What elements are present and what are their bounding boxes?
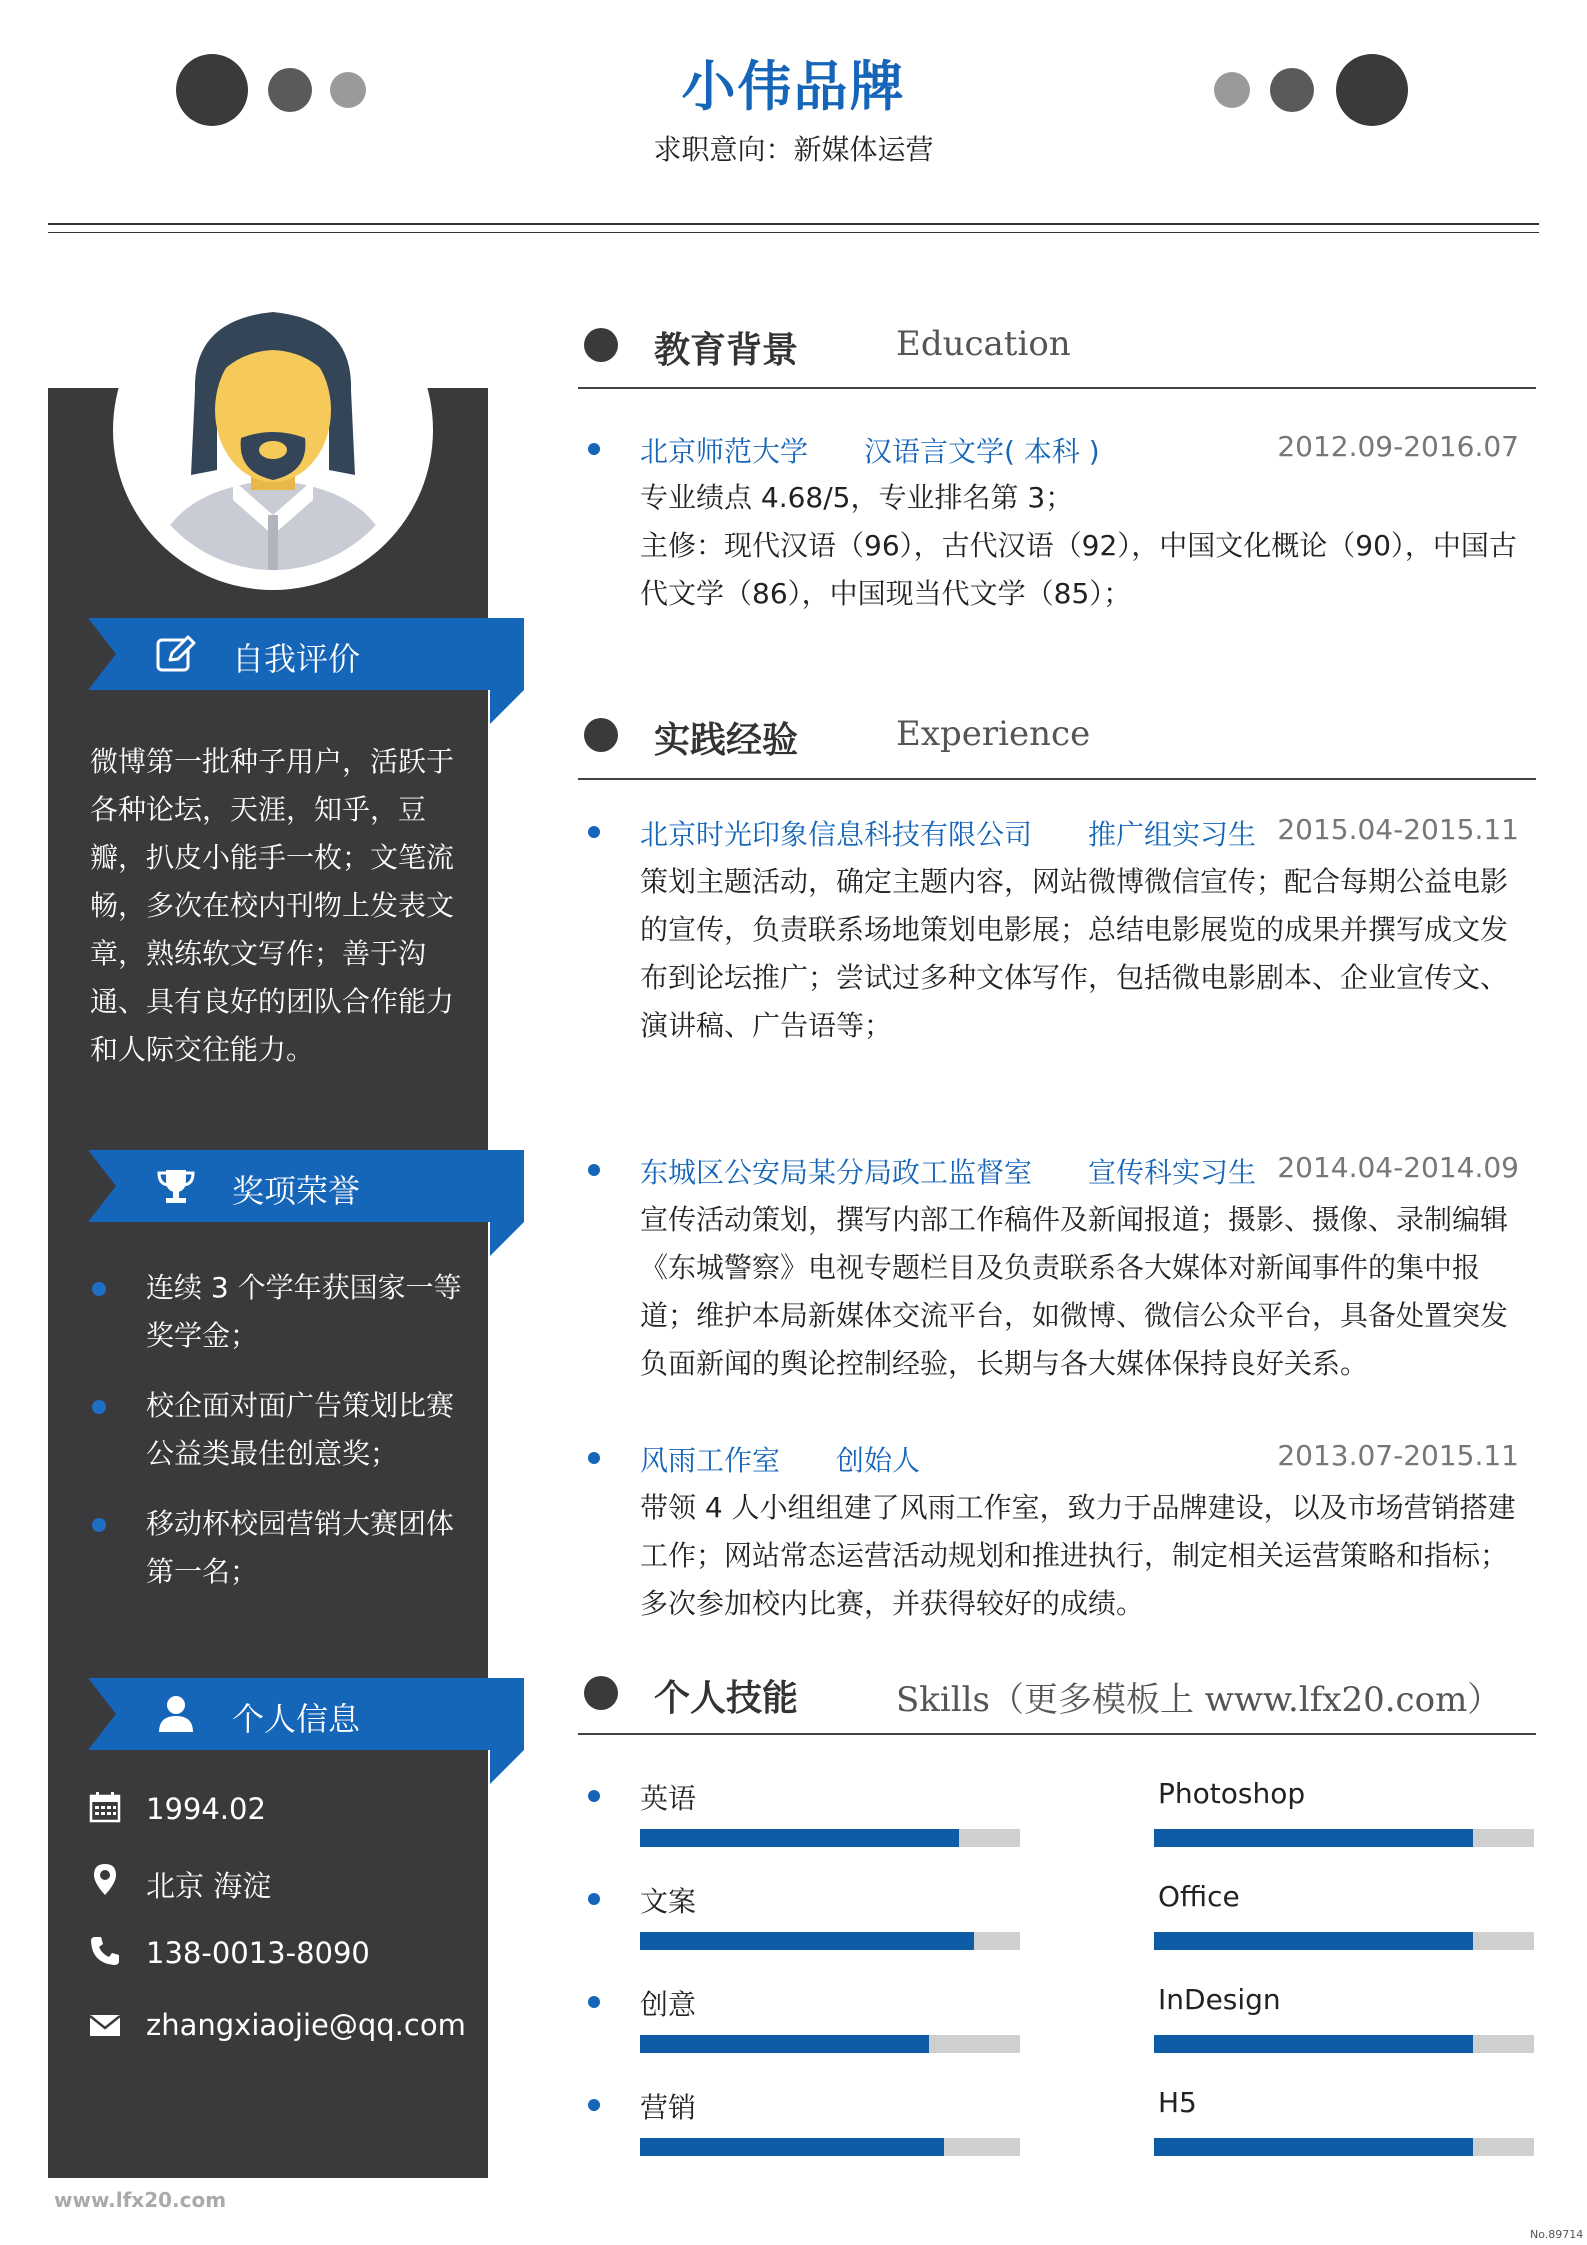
section-dot bbox=[584, 328, 618, 362]
skill-bar bbox=[1154, 1829, 1534, 1847]
exp-date: 2013.07-2015.11 bbox=[1277, 1439, 1519, 1472]
skill-label: H5 bbox=[1158, 2086, 1197, 2119]
phone-icon bbox=[88, 1934, 122, 1968]
ribbon-fold bbox=[490, 690, 524, 724]
ribbon-awards bbox=[88, 1150, 524, 1222]
experience-title: 实践经验 bbox=[654, 720, 799, 761]
ribbon-self-eval bbox=[88, 618, 524, 690]
email: zhangxiaojie@qq.com bbox=[146, 2008, 466, 2042]
watermark: www.lfx20.com bbox=[54, 2188, 227, 2212]
award-item: 连续 3 个学年获国家一等奖学金； bbox=[146, 1271, 462, 1352]
header-divider-thin bbox=[48, 232, 1539, 233]
calendar-icon bbox=[88, 1790, 122, 1824]
exp-desc: 宣传活动策划，撰写内部工作稿件及新闻报道；摄影、摄像、录制编辑《东城警察》电视专题栏目及负责联系各大媒体对新闻事件的集中报道；维护本局新媒体交流平台，如微博、微信公众平台，具备处置突发负面新闻的舆论控制经验，长期与各大媒体保持良好关系。 bbox=[640, 1203, 1509, 1380]
courses-text: 主修：现代汉语（96），古代汉语（92），中国文化概论（90），中国古代文学（86），中国现当代文学（85）； bbox=[640, 529, 1517, 610]
skill-bullet bbox=[588, 2099, 600, 2111]
candidate-name: 小伟品牌 bbox=[681, 55, 906, 118]
exp-role: 宣传科实习生 bbox=[1088, 1156, 1257, 1189]
skill-bar-fill bbox=[640, 2138, 944, 2156]
skill-bullet bbox=[588, 1893, 600, 1905]
award-item: 校企面对面广告策划比赛公益类最佳创意奖； bbox=[146, 1389, 455, 1470]
skill-bar-fill bbox=[1154, 2138, 1473, 2156]
entry-bullet bbox=[588, 826, 600, 838]
skill-bar bbox=[640, 2138, 1020, 2156]
skill-label: 文案 bbox=[640, 1885, 697, 1918]
education-title: 教育背景 bbox=[654, 330, 799, 371]
section-dot bbox=[584, 718, 618, 752]
education-title-en: Education bbox=[896, 324, 1071, 364]
template-number: No.89714 bbox=[1530, 2228, 1584, 2241]
skill-bar-fill bbox=[1154, 1932, 1473, 1950]
user-icon bbox=[154, 1692, 198, 1736]
exp-desc: 策划主题活动，确定主题内容，网站微博微信宣传；配合每期公益电影的宣传，负责联系场地策划电影展；总结电影展览的成果并撰写成文发布到论坛推广；尝试过多种文体写作，包括微电影剧本、企业宣传文、演讲稿、广告语等； bbox=[640, 865, 1509, 1042]
education-date: 2012.09-2016.07 bbox=[1277, 430, 1519, 463]
entry-bullet bbox=[588, 1452, 600, 1464]
section-divider bbox=[578, 387, 1536, 389]
skill-bar-fill bbox=[1154, 2035, 1473, 2053]
award-bullet bbox=[92, 1400, 106, 1414]
skill-bar bbox=[640, 2035, 1020, 2053]
exp-role: 创始人 bbox=[836, 1444, 921, 1477]
skill-bar bbox=[1154, 2035, 1534, 2053]
major: 汉语言文学( 本科 ) bbox=[864, 435, 1100, 468]
section-divider bbox=[578, 1733, 1536, 1735]
skill-bullet bbox=[588, 1996, 600, 2008]
gpa-text: 专业绩点 4.68/5，专业排名第 3； bbox=[640, 481, 1074, 514]
ribbon-title: 自我评价 bbox=[232, 640, 361, 678]
avatar-person-icon bbox=[133, 290, 413, 570]
location-pin-icon bbox=[88, 1862, 122, 1896]
job-intent: 求职意向：新媒体运营 bbox=[653, 133, 934, 166]
skills-title-en: Skills（更多模板上 www.lfx20.com） bbox=[896, 1680, 1502, 1720]
skill-bar-fill bbox=[1154, 1829, 1473, 1847]
skill-bar bbox=[640, 1932, 1020, 1950]
skill-label: InDesign bbox=[1158, 1983, 1281, 2016]
ribbon-fold bbox=[490, 1222, 524, 1256]
skill-bar bbox=[640, 1829, 1020, 1847]
skills-title: 个人技能 bbox=[654, 1678, 799, 1719]
location: 北京 海淀 bbox=[146, 1869, 272, 1903]
birth-date: 1994.02 bbox=[146, 1792, 266, 1826]
ribbon-title: 个人信息 bbox=[232, 1700, 361, 1738]
avatar bbox=[133, 290, 413, 570]
exp-date: 2015.04-2015.11 bbox=[1277, 813, 1519, 846]
skill-label: Office bbox=[1158, 1880, 1240, 1913]
section-divider bbox=[578, 778, 1536, 780]
skill-label: Photoshop bbox=[1158, 1777, 1306, 1810]
skill-bar bbox=[1154, 1932, 1534, 1950]
award-item: 移动杯校园营销大赛团体第一名； bbox=[146, 1507, 455, 1588]
skill-bar-fill bbox=[640, 1932, 974, 1950]
edit-icon bbox=[154, 632, 198, 676]
skill-bar-fill bbox=[640, 1829, 959, 1847]
experience-title-en: Experience bbox=[896, 714, 1091, 754]
section-dot bbox=[584, 1676, 618, 1710]
skill-label: 英语 bbox=[640, 1782, 697, 1815]
exp-desc: 带领 4 人小组组建了风雨工作室，致力于品牌建设，以及市场营销搭建工作；网站常态运营活动规划和推进执行，制定相关运营策略和指标；多次参加校内比赛，并获得较好的成绩。 bbox=[640, 1491, 1516, 1620]
skill-bullet bbox=[588, 1790, 600, 1802]
award-bullet bbox=[92, 1282, 106, 1296]
entry-bullet bbox=[588, 1164, 600, 1176]
exp-role: 推广组实习生 bbox=[1088, 818, 1257, 851]
header-divider bbox=[48, 223, 1539, 225]
school-name: 北京师范大学 bbox=[640, 435, 809, 468]
award-bullet bbox=[92, 1518, 106, 1532]
trophy-icon bbox=[154, 1164, 198, 1208]
exp-org: 风雨工作室 bbox=[640, 1444, 781, 1477]
exp-org: 北京时光印象信息科技有限公司 bbox=[640, 818, 1033, 851]
ribbon-title: 奖项荣誉 bbox=[232, 1172, 361, 1210]
skill-bar bbox=[1154, 2138, 1534, 2156]
ribbon-fold bbox=[490, 1750, 524, 1784]
entry-bullet bbox=[588, 443, 600, 455]
skill-label: 营销 bbox=[640, 2091, 697, 2124]
skill-bar-fill bbox=[640, 2035, 929, 2053]
exp-date: 2014.04-2014.09 bbox=[1277, 1151, 1519, 1184]
skill-label: 创意 bbox=[640, 1988, 697, 2021]
exp-org: 东城区公安局某分局政工监督室 bbox=[640, 1156, 1033, 1189]
email-icon bbox=[88, 2008, 122, 2042]
phone: 138-0013-8090 bbox=[146, 1936, 370, 1970]
ribbon-personal-info bbox=[88, 1678, 524, 1750]
self-eval-text: 微博第一批种子用户，活跃于各种论坛，天涯，知乎，豆瓣，扒皮小能手一枚；文笔流畅，多次在校内刊物上发表文章，熟练软文写作；善于沟通、具有良好的团队合作能力和人际交往能力。 bbox=[90, 745, 455, 1066]
